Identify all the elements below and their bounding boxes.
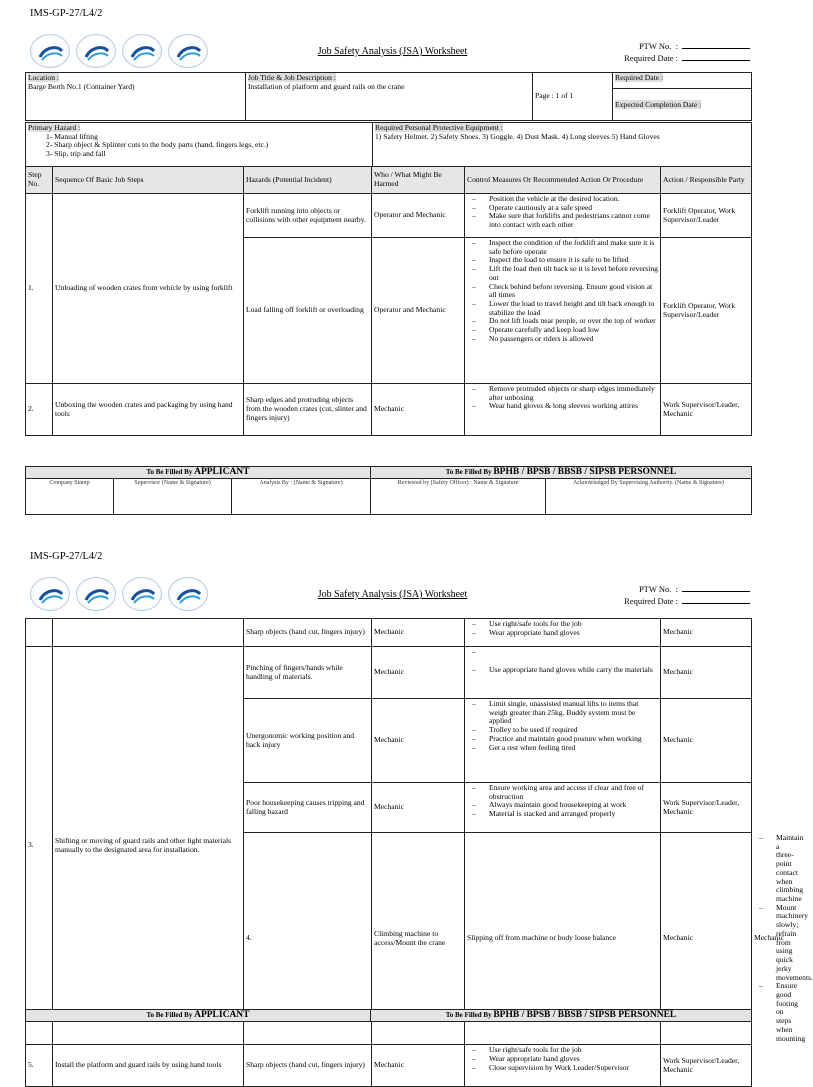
- list-item: – Inspect the condition of the forklift and make sure it is safe before operate: [467, 239, 658, 256]
- list-item: – Trolley to be used if required: [467, 726, 658, 735]
- list-item: – Remove protruded objects or sharp edges immediately after unboxing: [467, 385, 658, 402]
- company-logo: [76, 34, 116, 68]
- job-step: Unloading of wooden crates from vehicle by using forklift: [53, 194, 244, 384]
- list-item: – Limit single, unassisted manual lifts to items that weigh greater than 25kg. Buddy system must be applied: [467, 700, 658, 726]
- company-stamp-field[interactable]: [26, 489, 114, 515]
- list-item: – Practice and maintain good posture when working: [467, 735, 658, 744]
- responsible-party: Mechanic: [661, 619, 752, 647]
- primary-hazard-item: 3- Slip, trip and fall: [46, 149, 106, 159]
- supervisor-label: Supervisor (Name & Signature): [114, 479, 232, 489]
- required-date-field[interactable]: [682, 52, 750, 61]
- required-date-label: Required Date: [624, 596, 674, 606]
- list-item: – Use right/safe tools for the job: [467, 1046, 658, 1055]
- list-item: – Lower the load to travel height and tilt back enough to stabilize the load: [467, 300, 658, 317]
- ptw-field[interactable]: [682, 40, 750, 49]
- list-item: – Make sure that forklifts and pedestrians cannot come into contact with each other: [467, 212, 658, 229]
- acknowledged-by-label: Acknowledged By Supervising Authority. (Name & Signature): [546, 479, 752, 489]
- personnel-heading: To Be Filled By BPHB / BPSB / BBSB / SIPSB PERSONNEL: [371, 467, 752, 479]
- header-hazards: Hazards (Potential Incident): [244, 167, 372, 194]
- list-item: – Check behind before reversing. Ensure good vision at all times: [467, 283, 658, 300]
- hazard-text: Sharp objects (hand cut, fingers injury): [244, 619, 372, 647]
- analysis-signature-field[interactable]: [232, 489, 371, 515]
- company-stamp-label: Company Stamp: [26, 479, 114, 489]
- who-harmed: Mechanic: [661, 833, 752, 1045]
- step-number: 3.: [26, 647, 53, 1045]
- hazard-text: Sharp objects (hand cut, fingers injury): [244, 1045, 372, 1087]
- reviewer-signature-field[interactable]: [371, 489, 546, 515]
- job-step: Install the platform and guard rails by using hand tools: [53, 1045, 244, 1087]
- responsible-party: Mechanic: [661, 699, 752, 783]
- required-date-label: Required Date: [624, 53, 674, 63]
- jsa-table-page1: [25, 166, 752, 436]
- job-title-cell: Job Title & Job Description : Installation of platform and guard rails on the crane: [246, 73, 533, 121]
- logo-row: [30, 34, 208, 68]
- reviewed-by-label: Reviewed by (Safety Officer) : Name & Signature: [371, 479, 546, 489]
- worksheet-title: Job Safety Analysis (JSA) Worksheet: [317, 46, 468, 57]
- responsible-party: Work Supervisor/Leader, Mechanic: [661, 384, 752, 436]
- job-step: [53, 619, 244, 647]
- analysis-by-label: Analysis By : (Name & Signature): [232, 479, 371, 489]
- list-item: – Use right/safe tools for the job: [467, 620, 658, 629]
- worksheet-title: Job Safety Analysis (JSA) Worksheet: [317, 589, 468, 600]
- list-item: – Close supervision by Work Leader/Supervisor: [467, 1064, 658, 1073]
- supervisor-signature-field[interactable]: [114, 489, 232, 515]
- primary-hazard-cell: Primary Hazard : 1- Manual lifting 2- Sharp object & Splinter cuts to the body parts (hand, fingers legs, etc.) 3- Slip, trip and fall: [26, 123, 373, 167]
- primary-hazard-item: 1- Manual lifting: [46, 131, 98, 141]
- who-harmed: Operator and Mechanic: [372, 194, 465, 238]
- ptw-label: PTW No.: [638, 584, 672, 594]
- company-logo: [76, 577, 116, 611]
- company-logo: [30, 577, 70, 611]
- company-logo: [30, 34, 70, 68]
- ppe-cell: Required Personal Protective Equipment : 1) Safety Helmet. 2) Safety Shoes. 3) Goggle. 4) Dust Mask. 4) Long sleeves 5) Hand Gloves: [373, 123, 752, 167]
- list-item: [467, 648, 658, 666]
- header-sequence: Sequence Of Basic Job Steps: [53, 167, 244, 194]
- primary-hazard-item: 2- Sharp object & Splinter cuts to the body parts (hand, fingers legs, etc.): [46, 140, 269, 150]
- job-step: Climbing machine to access/Mount the crane: [372, 833, 465, 1045]
- list-item: – Operate cautiously at a safe speed: [467, 204, 658, 213]
- doc-code: IMS-GP-27/L4/2: [30, 551, 103, 562]
- applicant-heading: To Be Filled By APPLICANT: [26, 467, 371, 479]
- header-action: Action / Responsible Party: [661, 167, 752, 194]
- primary-hazard-list: [28, 133, 370, 159]
- table-row: [26, 1045, 752, 1087]
- hazard-text: Pinching of fingers/hands while handling of materials.: [244, 647, 372, 699]
- list-item: – Maintain a three-point contact when climbing machine: [754, 834, 776, 904]
- step-number: 2.: [26, 384, 53, 436]
- list-item: – Operate carefully and keep load low: [467, 326, 658, 335]
- control-measures: [465, 238, 661, 384]
- control-measures: [465, 384, 661, 436]
- hazard-text: Forklift running into objects or collisions with other equipment nearby.: [244, 194, 372, 238]
- required-date-cell[interactable]: Required Date :: [613, 73, 752, 89]
- responsible-party: Forklift Operator, Work Supervisor/Leader: [661, 194, 752, 238]
- responsible-party: Forklift Operator, Work Supervisor/Leader: [661, 238, 752, 384]
- ptw-block: PTW No. : Required Date :: [560, 583, 750, 607]
- header-who: Who / What Might Be Harmed: [372, 167, 465, 194]
- applicant-heading: To Be Filled By APPLICANT: [26, 1010, 371, 1022]
- hazard-text: Unergonomic working position and back injury: [244, 699, 372, 783]
- list-item: – Material is stacked and arranged properly: [467, 810, 658, 819]
- table-row: [26, 384, 752, 436]
- control-measures: [465, 194, 661, 238]
- list-item: – Do not lift loads near people, or over the top of worker: [467, 317, 658, 326]
- signature-table: [25, 1009, 752, 1022]
- control-measures: [465, 619, 661, 647]
- location-cell: Location : Barge Berth No.1 (Container Yard): [26, 73, 246, 121]
- company-logo: [168, 34, 208, 68]
- control-measures: [465, 699, 661, 783]
- list-item: – Wear appropriate hand gloves: [467, 1055, 658, 1064]
- list-item: – Inspect the load to ensure it is safe to be lifted: [467, 256, 658, 265]
- required-date-field[interactable]: [682, 595, 750, 604]
- list-item: – Ensure good footing on steps when mounting: [754, 982, 776, 1043]
- control-measures: [465, 783, 661, 833]
- acknowledged-signature-field[interactable]: [546, 489, 752, 515]
- list-item: – Always maintain good housekeeping at work: [467, 801, 658, 810]
- list-item: – No passengers or riders is allowed: [467, 335, 658, 344]
- control-measures: [465, 647, 661, 699]
- page-1: [0, 0, 768, 540]
- responsible-party: Work Supervisor/Leader, Mechanic: [661, 783, 752, 833]
- list-item: – Mount machinery slowly; refrain from using quick jerky movements.: [754, 904, 776, 982]
- who-harmed: Mechanic: [372, 384, 465, 436]
- header-control: Control Measures Or Recommended Action Or Procedure: [465, 167, 661, 194]
- who-harmed: Mechanic: [372, 1045, 465, 1087]
- who-harmed: Mechanic: [372, 699, 465, 783]
- page-number: Page : 1 of 1: [533, 73, 613, 121]
- signature-table: [25, 466, 752, 515]
- personnel-heading: To Be Filled By BPHB / BPSB / BBSB / SIPSB PERSONNEL: [371, 1010, 752, 1022]
- ptw-field[interactable]: [682, 583, 750, 592]
- ptw-block: PTW No. : Required Date :: [560, 40, 750, 64]
- job-step: Shifting or moving of guard rails and other light materials manually to the designated area for installation.: [53, 647, 244, 1045]
- step-number: 1.: [26, 194, 53, 384]
- company-logo: [122, 34, 162, 68]
- page-2: [0, 543, 813, 1074]
- ppe-value: 1) Safety Helmet. 2) Safety Shoes. 3) Goggle. 4) Dust Mask. 4) Long sleeves 5) Hand Gloves: [375, 131, 660, 141]
- company-logo: [168, 577, 208, 611]
- who-harmed: Mechanic: [372, 647, 465, 699]
- job-title-value: Installation of platform and guard rails on the crane: [248, 81, 405, 91]
- list-item: – Wear appropriate hand gloves: [467, 629, 658, 638]
- doc-code: IMS-GP-27/L4/2: [30, 8, 103, 19]
- step-number: 4.: [244, 833, 372, 1045]
- control-measures: [465, 1045, 661, 1087]
- job-info-table: [25, 72, 752, 121]
- hazard-text: Load falling off forklift or overloading: [244, 238, 372, 384]
- table-row: [26, 619, 752, 647]
- location-value: Barge Berth No.1 (Container Yard): [28, 81, 135, 91]
- company-logo: [122, 577, 162, 611]
- step-number: 5.: [26, 1045, 53, 1087]
- hazard-text: Sharp edges and protruding objects from the wooden crates (cut, slinter and fingers injury): [244, 384, 372, 436]
- list-item: – Ensure working area and access if clear and free of obstruction: [467, 784, 658, 801]
- hazard-ppe-table: [25, 122, 752, 167]
- expected-completion-cell[interactable]: Expected Completion Date :: [613, 89, 752, 121]
- ptw-label: PTW No.: [638, 41, 672, 51]
- who-harmed: Operator and Mechanic: [372, 238, 465, 384]
- who-harmed: Mechanic: [372, 619, 465, 647]
- who-harmed: Mechanic: [372, 783, 465, 833]
- header-step: Step No.: [26, 167, 53, 194]
- list-item: – Wear hand gloves & long sleeves working attires: [467, 402, 658, 411]
- hazard-text: Slipping off from machine or body loose balance: [465, 833, 661, 1045]
- list-item: – Get a rest when feeling tired: [467, 744, 658, 753]
- table-row: 4. Climbing machine to access/Mount the crane Slipping off from machine or body loose balance Mechanic – Maintain a three-point contact when climbing machine – Mount machinery slowly; refrain from using quick jerky movements. – Ensure good footing on steps when mounting Mechanic: [26, 833, 752, 1045]
- list-item: – Use appropriate hand gloves while carry the materials: [467, 666, 658, 675]
- list-item: – Position the vehicle at the desired location.: [467, 195, 658, 204]
- table-row: [26, 194, 752, 238]
- step-number: [26, 619, 53, 647]
- hazard-text: Poor housekeeping causes tripping and falling hazard: [244, 783, 372, 833]
- logo-row: [30, 577, 208, 611]
- responsible-party: Mechanic: [661, 647, 752, 699]
- responsible-party: Work Supervisor/Leader, Mechanic: [661, 1045, 752, 1087]
- table-row: [26, 647, 752, 699]
- list-item: – Lift the load then tilt back so it is level before reversing out: [467, 265, 658, 282]
- job-step: Unboxing the wooden crates and packaging by using hand tools: [53, 384, 244, 436]
